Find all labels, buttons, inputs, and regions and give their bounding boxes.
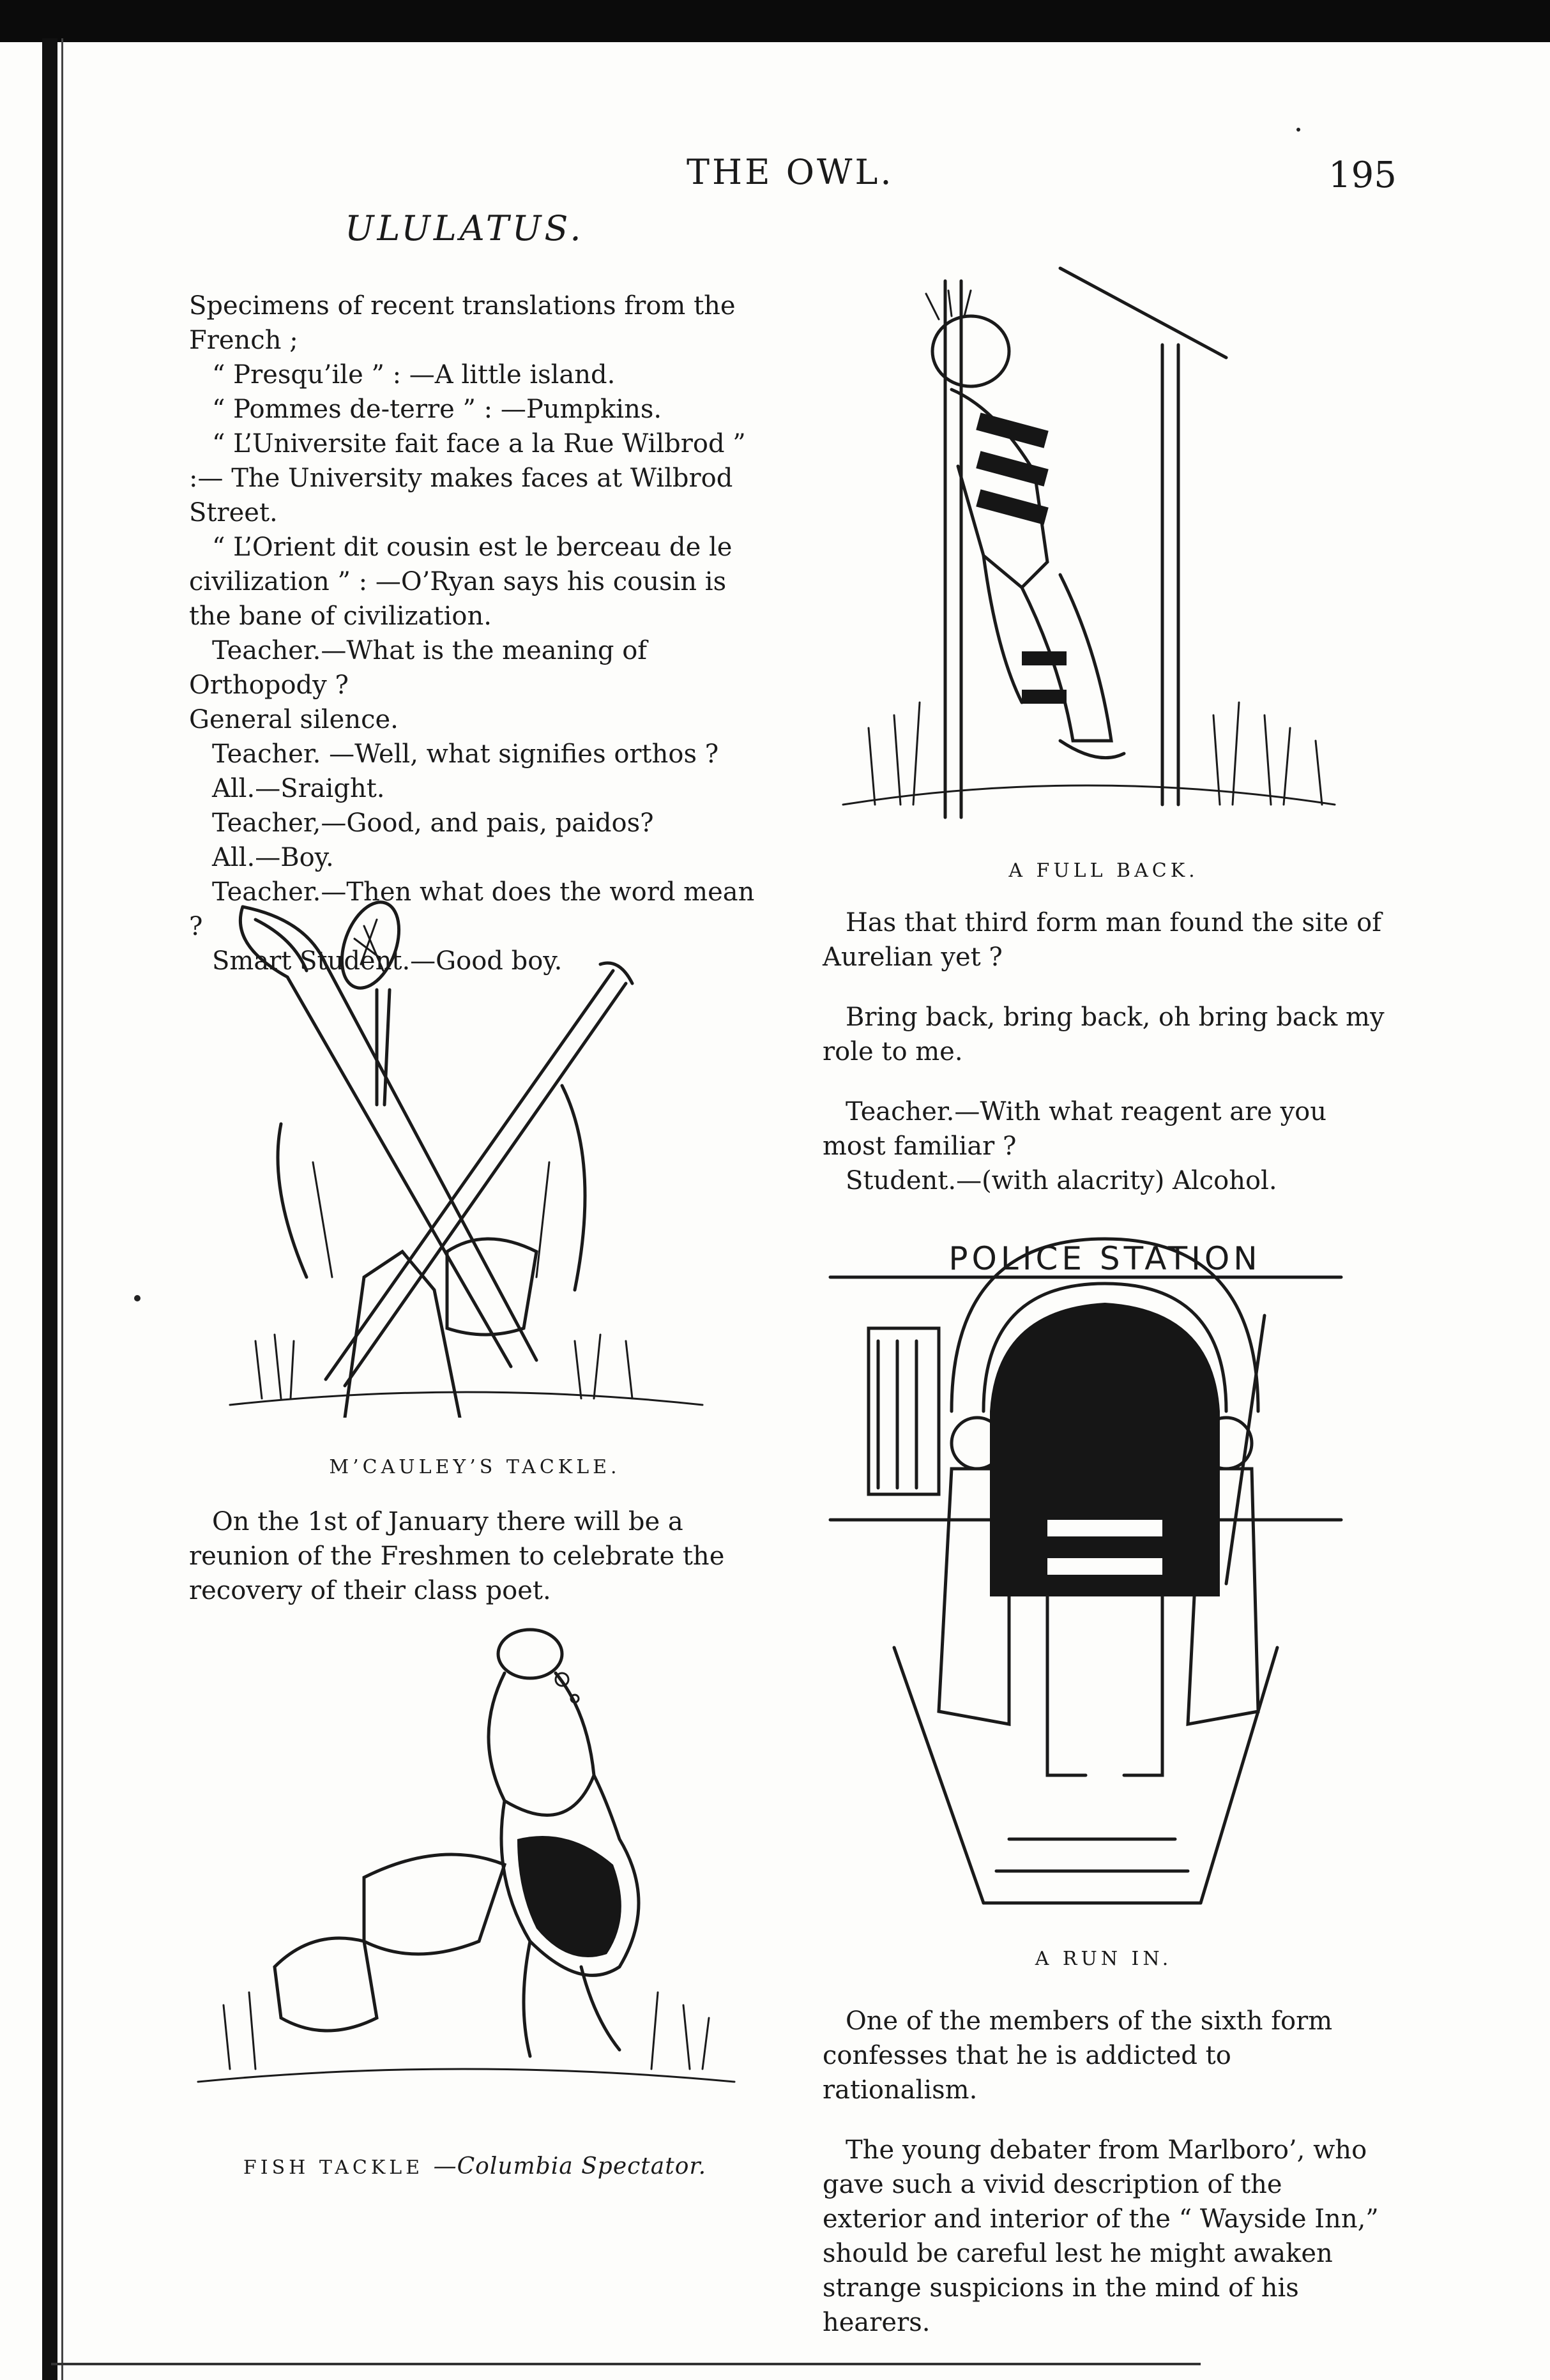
paragraph: All.—Boy.: [212, 843, 334, 872]
paragraph: “ L’Universite fait face a la Rue Wilbrod ” :— The University makes faces at Wilbrod Street.: [189, 429, 746, 527]
paragraph: On the 1st of January there will be a reunion of the Freshmen to celebrate the recovery of their class poet.: [189, 1507, 725, 1605]
police-station-sign: POLICE STATION: [948, 1240, 1261, 1277]
fullback-illustration: [830, 255, 1341, 830]
ink-speck: [1296, 128, 1300, 132]
paragraph: Has that third form man found the site of Aurelian yet ?: [823, 908, 1382, 972]
paragraph: “ L’Orient dit cousin est le berceau de le civilization ” : —O’Ryan says his cousin is the bane of civilization.: [189, 533, 733, 631]
fish-caption-credit: —Columbia Spectator.: [433, 2153, 707, 2179]
paragraph: Teacher.—With what reagent are you most familiar ?: [823, 1097, 1327, 1161]
tackle-illustration: [217, 894, 715, 1418]
left-column-text: [189, 289, 761, 978]
paragraph: Teacher,—Good, and pais, paidos?: [212, 808, 654, 838]
run-in-caption: A RUN IN.: [1035, 1948, 1173, 1970]
paragraph: Bring back, bring back, oh bring back my role to me.: [823, 1003, 1385, 1066]
paragraph: Smart Student.—Good boy.: [212, 946, 563, 976]
paragraph: Specimens of recent translations from the French ;: [189, 291, 736, 355]
top-border: [0, 0, 1550, 42]
left-binding-border: [42, 38, 57, 2380]
page-number: 195: [1328, 155, 1397, 196]
fish-caption-text: FISH TACKLE: [243, 2156, 424, 2179]
paragraph: General silence.: [189, 705, 399, 734]
paragraph: “ Presqu’ile ” : —A little island.: [212, 360, 616, 390]
paragraph: One of the members of the sixth form confesses that he is addicted to rationalism.: [823, 2006, 1333, 2105]
reunion-paragraph: [189, 1505, 761, 1608]
page-header: [0, 152, 1550, 203]
paragraph: Teacher. —Well, what signifies orthos ?: [212, 739, 719, 769]
police-station-illustration: [817, 1201, 1354, 1935]
paragraph: Teacher.—What is the meaning of Orthopody ?: [189, 636, 648, 700]
right-column-text: [823, 906, 1385, 1198]
bottom-rule: [51, 2363, 1201, 2365]
fish-tackle-illustration: [172, 1609, 747, 2095]
paragraph: All.—Sraight.: [212, 774, 385, 803]
paragraph: The young debater from Marlboro’, who gave such a vivid description of the exterior and interior of the “ Wayside Inn,” should be careful lest he might awaken strange suspicions in the mind of his hearers.: [823, 2135, 1379, 2337]
tackle-caption: M’CAULEY’S TACKLE.: [329, 1456, 621, 1478]
fish-tackle-caption: [189, 2153, 761, 2179]
ink-speck: [134, 1295, 141, 1301]
closing-paragraphs: [823, 2004, 1385, 2340]
running-title: THE OWL.: [687, 152, 894, 192]
paragraph: Teacher.—Then what does the word mean ?: [189, 877, 755, 941]
fullback-caption: A FULL BACK.: [1008, 860, 1199, 882]
paragraph: “ Pommes de-terre ” : —Pumpkins.: [212, 395, 662, 424]
section-title: ULULATUS.: [345, 208, 584, 248]
paragraph: Student.—(with alacrity) Alcohol.: [846, 1166, 1277, 1195]
left-rule: [61, 38, 63, 2380]
